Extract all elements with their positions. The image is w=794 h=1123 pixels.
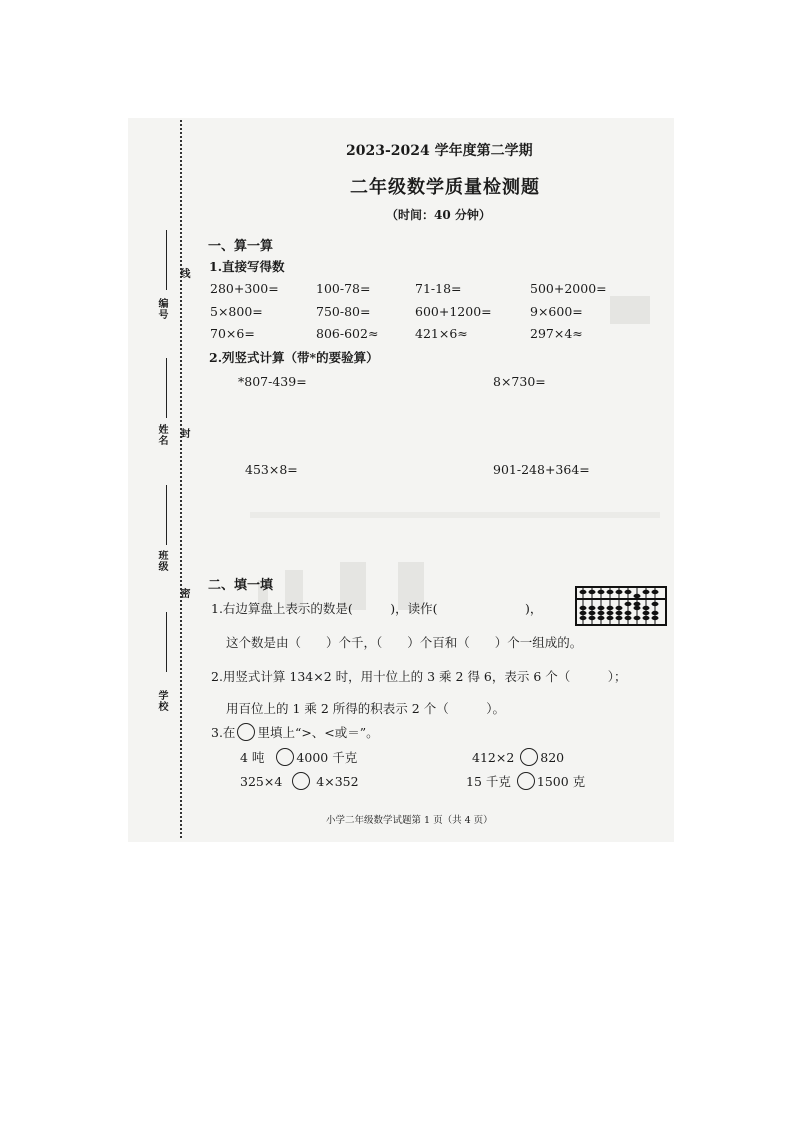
- compare-circle-icon: [517, 772, 535, 790]
- oral-calc-item: 280+300=: [210, 281, 279, 296]
- compare-item: [466, 772, 585, 790]
- binding-label-class: 班级: [156, 550, 167, 572]
- binding-dotted-line: [180, 120, 182, 838]
- compare-circle-icon: [520, 748, 538, 766]
- oral-calc-item: 750-80=: [316, 304, 371, 319]
- compare-left: 4 吨: [240, 750, 265, 765]
- compare-left: 15 千克: [466, 774, 511, 789]
- oral-calc-item: 421×6≈: [415, 326, 468, 341]
- bleed-through-mark: [610, 296, 650, 324]
- name-underline: [166, 358, 167, 418]
- compare-right: 4×352: [316, 774, 359, 789]
- vertical-calc-item: 8×730=: [493, 374, 546, 389]
- fill-question-2-line2: 用百位上的 1 乘 2 所得的积表示 2 个（ ）。: [226, 701, 505, 716]
- binding-label-school: 学校: [156, 690, 167, 712]
- fill-question-2-line1: 2.用竖式计算 134×2 时，用十位上的 3 乘 2 得 6，表示 6 个（ ）；: [211, 669, 627, 684]
- oral-calc-item: 9×600=: [530, 304, 583, 319]
- compare-right: 4000 千克: [296, 750, 358, 765]
- compare-left: 412×2: [472, 750, 515, 765]
- exam-title: 二年级数学质量检测题: [350, 177, 540, 198]
- question-3-prefix: 3.在: [211, 725, 236, 740]
- name-underline: [166, 612, 167, 672]
- compare-circle-icon: [237, 723, 255, 741]
- seal-mark-close: 密: [178, 588, 189, 599]
- vertical-calc-item: 901-248+364=: [493, 462, 590, 477]
- compare-item: [472, 748, 564, 766]
- compare-right: 820: [540, 750, 565, 765]
- binding-label-number: 编号: [156, 298, 167, 320]
- oral-calc-item: 600+1200=: [415, 304, 492, 319]
- seal-mark-line: 线: [178, 268, 189, 279]
- oral-calc-item: 297×4≈: [530, 326, 583, 341]
- binding-label-name: 姓名: [156, 424, 167, 446]
- oral-calc-item: 5×800=: [210, 304, 263, 319]
- oral-calc-item: 100-78=: [316, 281, 371, 296]
- compare-item: [240, 772, 359, 790]
- section2-heading: 二、填一填: [208, 578, 274, 593]
- vertical-calc-item: 453×8=: [245, 462, 298, 477]
- question-3-suffix: 里填上“>、<或＝”。: [257, 725, 379, 740]
- compare-circle-icon: [276, 748, 294, 766]
- section1-heading: 一、算一算: [208, 239, 274, 254]
- oral-calc-item: 70×6=: [210, 326, 255, 341]
- oral-calc-item: 500+2000=: [530, 281, 607, 296]
- bleed-through-mark: [250, 512, 660, 518]
- oral-calc-item: 806-602≈: [316, 326, 379, 341]
- compare-right: 1500 克: [536, 774, 586, 789]
- fill-question-1-line1: 1.右边算盘上表示的数是( )，读作( )，: [211, 601, 543, 616]
- fill-question-1-line2: 这个数是由（ ）个千，（ ）个百和（ ）个一组成的。: [226, 635, 583, 650]
- name-underline: [166, 485, 167, 545]
- abacus-icon: [575, 586, 667, 626]
- time-note: （时间：40 分钟）: [386, 208, 491, 222]
- fill-question-3: [211, 723, 379, 741]
- section1-part2-heading: 2.列竖式计算（带*的要验算）: [209, 350, 379, 365]
- exam-sheet: [128, 118, 674, 842]
- compare-item: [240, 748, 357, 766]
- compare-left: 325×4: [240, 774, 283, 789]
- section1-part1-heading: 1.直接写得数: [209, 259, 285, 274]
- page-footer: 小学二年级数学试题第 1 页（共 4 页）: [326, 815, 493, 826]
- year-term-title: 2023-2024 学年度第二学期: [346, 143, 533, 159]
- compare-circle-icon: [292, 772, 310, 790]
- name-underline: [166, 230, 167, 290]
- vertical-calc-item: *807-439=: [238, 374, 307, 389]
- seal-mark-seal: 封: [178, 428, 189, 439]
- oral-calc-item: 71-18=: [415, 281, 462, 296]
